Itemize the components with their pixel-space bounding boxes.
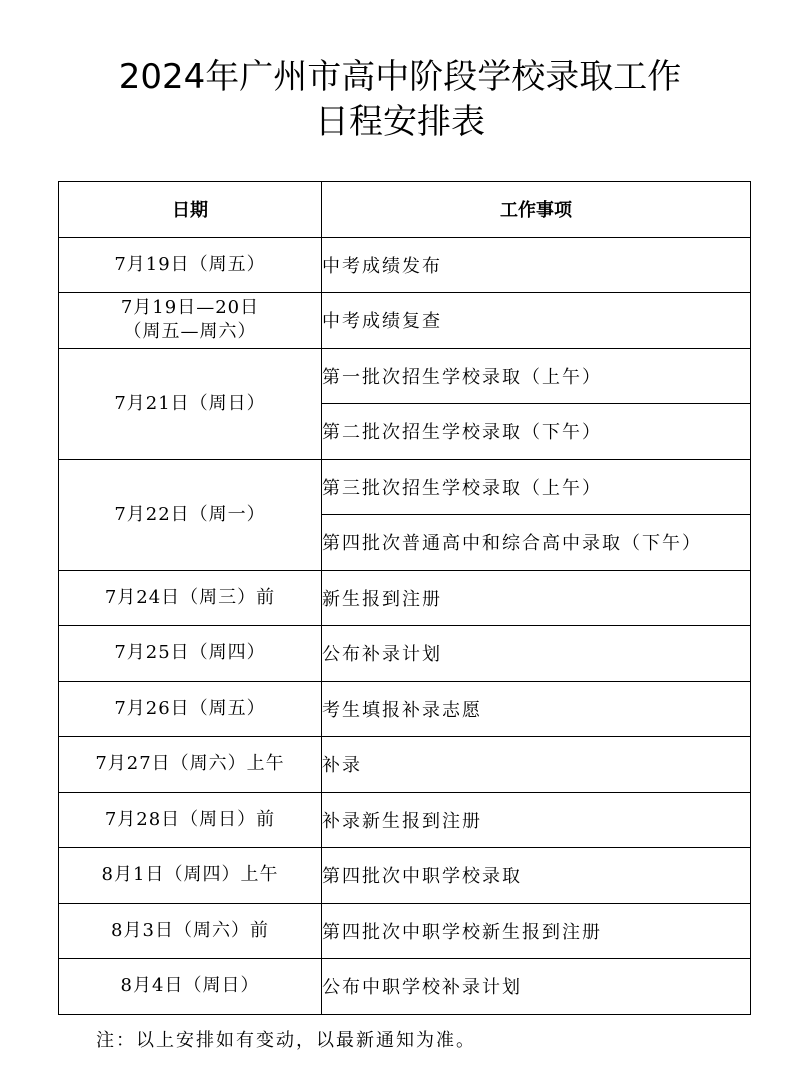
row-task: 第四批次中职学校新生报到注册 (322, 903, 751, 959)
row-task: 第四批次中职学校录取 (322, 848, 751, 904)
table-row (59, 626, 751, 682)
row-date: 7月21日（周日） (59, 348, 322, 459)
row-date: 8月1日（周四）上午 (59, 848, 322, 904)
row-date-line-1: 7月19日—20日 (120, 297, 260, 319)
table-row (59, 293, 751, 349)
row-task: 公布中职学校补录计划 (322, 959, 751, 1015)
page-title-line-2: 日程安排表 (315, 102, 485, 142)
row-task: 公布补录计划 (322, 626, 751, 682)
row-task: 新生报到注册 (322, 570, 751, 626)
table-row (59, 792, 751, 848)
table-row (59, 348, 751, 404)
table-row (59, 959, 751, 1015)
row-task: 考生填报补录志愿 (322, 681, 751, 737)
table-row (59, 848, 751, 904)
footnote: 注：以上安排如有变动，以最新通知为准。 (96, 1030, 476, 1051)
row-task: 补录新生报到注册 (322, 792, 751, 848)
table-row (59, 570, 751, 626)
row-date: 7月24日（周三）前 (59, 570, 322, 626)
table-row (59, 737, 751, 793)
row-task: 第二批次招生学校录取（下午） (322, 404, 751, 460)
row-date: 7月28日（周日）前 (59, 792, 322, 848)
table-header-row (59, 182, 751, 238)
row-task: 中考成绩发布 (322, 237, 751, 293)
row-date: 8月3日（周六）前 (59, 903, 322, 959)
row-date-line-2: （周五—周六） (123, 321, 257, 343)
table-row (59, 681, 751, 737)
header-task: 工作事项 (322, 182, 751, 238)
row-date: 7月22日（周一） (59, 459, 322, 570)
row-date: 8月4日（周日） (59, 959, 322, 1015)
table-row (59, 903, 751, 959)
table-row (59, 237, 751, 293)
header-date: 日期 (59, 182, 322, 238)
row-date: 7月25日（周四） (59, 626, 322, 682)
row-task: 第三批次招生学校录取（上午） (322, 459, 751, 515)
table-row (59, 459, 751, 515)
row-task: 中考成绩复查 (322, 293, 751, 349)
row-date: 7月26日（周五） (59, 681, 322, 737)
page-title-line-1: 2024年广州市高中阶段学校录取工作 (118, 57, 682, 97)
row-task: 第一批次招生学校录取（上午） (322, 348, 751, 404)
row-date: 7月19日（周五） (59, 237, 322, 293)
row-date (59, 293, 322, 349)
row-task: 补录 (322, 737, 751, 793)
row-date: 7月27日（周六）上午 (59, 737, 322, 793)
row-task: 第四批次普通高中和综合高中录取（下午） (322, 515, 751, 571)
schedule-table (58, 181, 751, 1015)
